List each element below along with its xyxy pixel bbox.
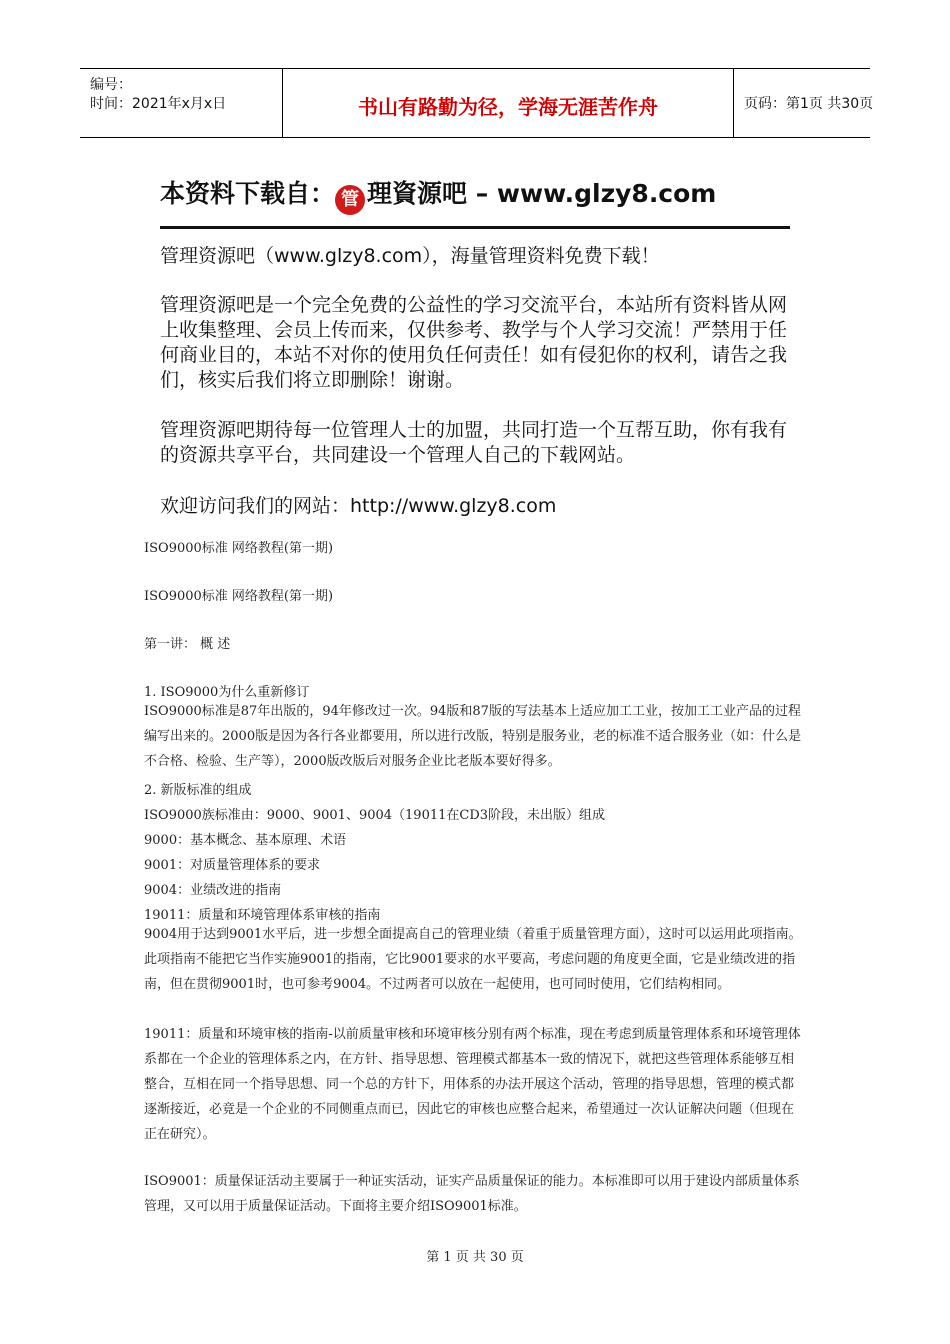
header-motto: 书山有路勤为径，学海无涯苦作舟 [358,95,658,119]
site-logo-icon: 管 [335,185,365,215]
header-motto-cell [283,69,734,137]
document-time-label: 时间：2021年x月x日 [90,96,227,112]
header-page-info: 页码：第1页 共30页 [744,96,874,112]
header-page-cell [734,69,874,137]
lecture-heading: 第一讲： 概 述 [144,637,231,652]
ad-paragraph-disclaimer: 管理资源吧是一个完全免费的公益性的学习交流平台，本站所有资料皆从网上收集整理、会员上传而来，仅供参考、教学与个人学习交流！严禁用于任何商业目的，本站不对你的使用负任何责任！如有侵犯你的权利，请告之我们，核实后我们将立即删除！谢谢。 [160,294,788,391]
ad-paragraph-website: 欢迎访问我们的网站：http://www.glzy8.com [160,495,557,517]
banner-title [160,174,716,215]
section-2-heading: 2. 新版标准的组成 [144,783,252,798]
standard-9001-line: 9001：对质量管理体系的要求 [144,858,321,873]
paragraph-iso9001: ISO9001：质量保证活动主要属于一种证实活动，证实产品质量保证的能力。本标准即可以用于建设内部质量体系管理，又可以用于质量保证活动。下面将主要介绍ISO9001标准。 [144,1174,800,1214]
header-meta-cell [80,69,283,137]
document-title: ISO9000标准 网络教程(第一期) [144,541,334,556]
paragraph-9004-detail: 9004用于达到9001水平后，进一步想全面提高自己的管理业绩（着重于质量管理方面），这时可以运用此项指南。此项指南不能把它当作实施9001的指南，它比9001要求的水平要高，考虑问题的角度更全面，它是业绩改进的指南，但在贯彻9001时，也可参考9004。不过两者可以放在一起使用，也可同时使用，它们结构相同。 [144,927,802,992]
standard-9004-line: 9004：业绩改进的指南 [144,883,282,898]
banner-site-name: 理資源吧 – www.glzy8.com [367,179,717,208]
ad-line-intro: 管理资源吧（www.glzy8.com），海量管理资料免费下载！ [160,245,660,267]
standard-family-line: ISO9000族标准由：9000、9001、9004（19011在CD3阶段，未出版）组成 [144,808,606,823]
section-1-paragraph: ISO9000标准是87年出版的，94年修改过一次。94版和87版的写法基本上适应加工工业，按加工工业产品的过程编写出来的。2000版是因为各行各业都要用，所以进行改版，特别是服务业，老的标准不适合服务业（如：什么是不合格、检验、生产等），2000版改版后对服务企业比老版本要好得多。 [144,704,802,769]
banner-divider [160,226,790,229]
standard-9000-line: 9000：基本概念、基本原理、术语 [144,833,347,848]
download-banner [160,170,800,230]
document-subtitle: ISO9000标准 网络教程(第一期) [144,589,334,604]
paragraph-19011-detail: 19011：质量和环境审核的指南-以前质量审核和环境审核分别有两个标准，现在考虑到质量管理体系和环境管理体系都在一个企业的管理体系之内，在方针、指导思想、管理模式都基本一致的情况下，就把这些管理体系能够互相整合，互相在同一个指导思想、同一个总的方针下，用体系的办法开展这个活动，管理的指导思想，管理的模式都逐渐接近，必竟是一个企业的不同侧重点而已，因此它的审核也应整合起来，希望通过一次认证解决问题（但现在正在研究）。 [144,1027,801,1142]
page-header [80,68,874,138]
page-footer: 第 1 页 共 30 页 [426,1250,524,1265]
ad-paragraph-community: 管理资源吧期待每一位管理人士的加盟，共同打造一个互帮互助，你有我有的资源共享平台，共同建设一个管理人自己的下载网站。 [160,419,788,466]
banner-prefix: 本资料下载自： [160,179,336,208]
section-1-heading: 1. ISO9000为什么重新修订 [144,685,310,700]
document-number-label: 编号： [90,77,132,93]
standard-19011-line: 19011：质量和环境管理体系审核的指南 [144,908,381,923]
